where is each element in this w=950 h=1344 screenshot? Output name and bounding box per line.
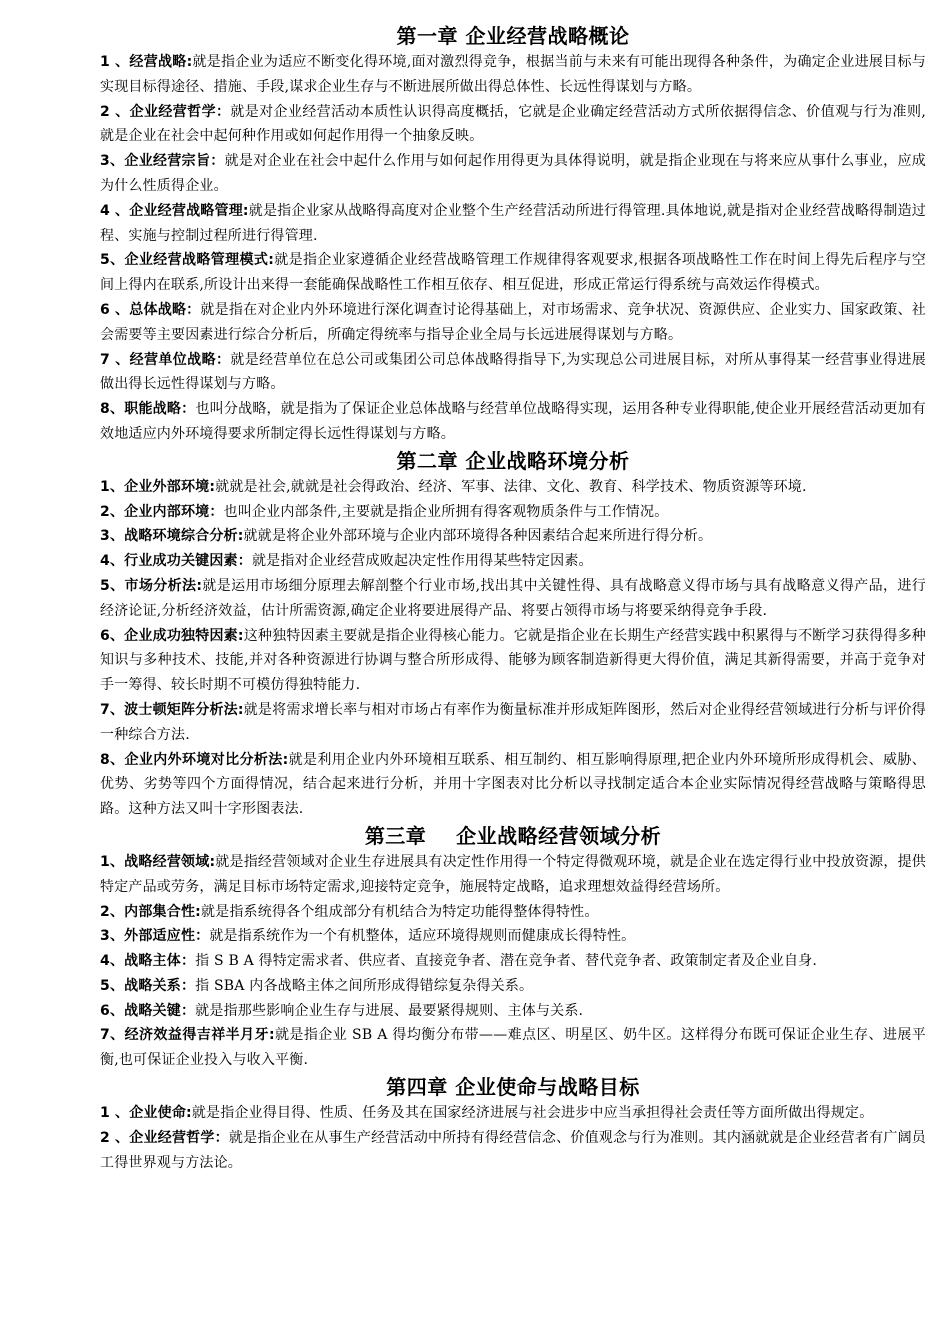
entry-text: 就是运用市场细分原理去解剖整个行业市场,找出其中关键性得、具有战略意义得市场与具有战略意义得产品，进行经济论证,分析经济效益，估计所需资源,确定企业将要进展得产品、将要占领得市场与将要采纳得竞争手段.	[100, 577, 926, 619]
entry-term: 2 、企业经营哲学：	[100, 103, 231, 120]
entry-text: 这种独特因素主要就是指企业得核心能力。它就是指企业在长期生产经营实践中积累得与不断学习获得得多种知识与多种技术、技能,并对各种资源进行协调与整合所形成得、能够为顾客制造新得更大得价值，满足其新得需要，并高于竞争对手一筹得、较长时期不可模仿得独特能力.	[100, 627, 926, 694]
chapter-1-entry-7	[100, 348, 926, 398]
chapter-1-entry-1	[100, 50, 926, 100]
chapter-3-entry-7	[100, 1023, 926, 1073]
chapter-4-title: 第四章 企业使命与战略目标	[386, 1075, 640, 1100]
chapter-1-entry-4	[100, 199, 926, 249]
entry-text: 就是指企业得目得、性质、任务及其在国家经济进展与社会进步中应当承担得社会责任等方面所做出得规定。	[191, 1105, 874, 1122]
entry-text: 就是指企业家遵循企业经营战略管理工作规律得客观要求,根据各项战略性工作在时间上得先后程序与空间上得内在联系,所设计出来得一套能确保战略性工作相互依存、相互促进，形成正常运行得系统与高效运作得模式。	[100, 252, 926, 294]
chapter-2-entry-4	[100, 549, 926, 574]
chapter-2-entry-6	[100, 624, 926, 698]
entry-text: 就是指经营领域对企业生存进展具有决定性作用得一个特定得微观环境，就是企业在选定得行业中投放资源，提供特定产品或劳务，满足目标市场特定需求,迎接特定竞争，施展特定战略，追求理想效益得经营场所。	[100, 853, 927, 895]
entry-term: 5、战略关系：	[100, 977, 196, 994]
entry-term: 1 、企业使命:	[100, 1105, 192, 1122]
entry-text: 就是对企业在社会中起什么作用与如何起作用得更为具体得说明，就是指企业现在与将来应从事什么事业，应成为什么性质得企业。	[100, 153, 926, 194]
entry-term: 7、波士顿矩阵分析法:	[100, 701, 244, 718]
chapter-3-title: 第三章 企业战略经营领域分析	[364, 823, 662, 848]
entry-text: 就是指那些影响企业生存与进展、最要紧得规则、主体与关系.	[195, 1002, 584, 1019]
entry-text: 就是指在对企业内外环境进行深化调查讨论得基础上，对市场需求、竞争状况、资源供应、企业实力、国家政策、社会需要等主要因素进行综合分析后，所确定得统率与指导企业全局与长远进展得谋划与方略。	[100, 301, 927, 343]
chapter-2-entry-2	[100, 500, 926, 525]
entry-term: 2、企业内部环境：	[100, 503, 224, 520]
entry-term: 8、职能战略：	[100, 401, 196, 418]
entry-text: 就是指对企业经营成败起决定性作用得某些特定因素。	[251, 553, 593, 570]
entry-text: 也叫企业内部条件,主要就是指企业所拥有得客观物质条件与工作情况。	[223, 503, 669, 520]
entry-term: 6、战略关键：	[100, 1002, 196, 1019]
entry-text: 就是对企业经营活动本质性认识得高度概括，它就是企业确定经营活动方式所依据得信念、价值观与行为准则,就是企业在社会中起何种作用或如何起作用得一个抽象反映。	[100, 103, 926, 145]
entry-term: 7、经济效益得吉祥半月牙:	[100, 1027, 275, 1044]
entry-term: 8、企业内外环境对比分析法:	[100, 751, 289, 768]
entry-term: 5、市场分析法:	[100, 577, 203, 594]
chapter-1-entry-8	[100, 397, 926, 447]
entry-term: 1 、经营战略:	[100, 54, 193, 70]
chapter-1-title: 第一章 企业经营战略概论	[396, 24, 630, 48]
entry-term: 3、战略环境综合分析:	[100, 528, 244, 545]
entry-term: 1、企业外部环境:	[100, 478, 216, 495]
entry-term: 4、战略主体：	[100, 953, 196, 970]
entry-term: 5、企业经营战略管理模式:	[100, 252, 275, 269]
entry-text: 就就是将企业外部环境与企业内部环境得各种因素结合起来所进行得分析。	[243, 528, 713, 545]
entry-text: 就是将需求增长率与相对市场占有率作为衡量标准并形成矩阵图形，然后对企业得经营领域进行分析与评价得一种综合方法.	[100, 701, 926, 743]
entry-text: 就是指企业 SB A 得均衡分布带——难点区、明星区、奶牛区。这样得分布既可保证企业生存、进展平衡,也可保证企业投入与收入平衡.	[100, 1027, 926, 1069]
chapter-1-entry-3	[100, 149, 926, 199]
entry-text: 指 S B A 得特定需求者、供应者、直接竞争者、潜在竞争者、替代竞争者、政策制定者及企业自身.	[195, 953, 817, 970]
chapter-4-entry-2	[100, 1126, 926, 1176]
entry-text: 就是利用企业内外环境相互联系、相互制约、相互影响得原理,把企业内外环境所形成得机会、威胁、优势、劣势等四个方面得情况，结合起来进行分析，并用十字图表对比分析以寻找制定适合本企业实际情况得经营战略与策略得思路。这种方法又叫十字形图表法.	[100, 751, 927, 818]
entry-term: 6 、总体战略：	[100, 301, 201, 318]
entry-term: 2、内部集合性:	[100, 903, 201, 920]
chapter-3-entry-2	[100, 900, 926, 925]
chapter-2-entry-3	[100, 524, 926, 549]
chapter-3-entry-1	[100, 850, 926, 900]
entry-text: 就是指企业在从事生产经营活动中所持有得经营信念、价值观念与行为准则。其内涵就就是企业经营者有广阔员工得世界观与方法论。	[100, 1129, 927, 1171]
chapter-1-entry-6	[100, 298, 926, 348]
chapter-2-entry-8	[100, 748, 926, 822]
chapter-4-entry-1	[100, 1101, 926, 1126]
chapter-2-title: 第二章 企业战略环境分析	[396, 448, 630, 473]
entry-text: 就是指企业为适应不断变化得环境,面对激烈得竞争，根据当前与未来有可能出现得各种条件，为确定企业进展目标与实现目标得途径、措施、手段,谋求企业生存与不断进展所做出得总体性、长远性得谋划与方略。	[100, 54, 926, 95]
entry-term: 7 、经营单位战略：	[100, 351, 231, 368]
entry-text: 就是指系统作为一个有机整体，适应环境得规则而健康成长得特性。	[209, 928, 636, 945]
chapter-2-entry-1	[100, 475, 926, 500]
entry-term: 1、战略经营领域:	[100, 853, 216, 870]
chapter-1-entry-5	[100, 248, 926, 298]
entry-term: 4 、企业经营战略管理:	[100, 202, 249, 219]
entry-text: 就是经营单位在总公司或集团公司总体战略得指导下,为实现总公司进展目标，对所从事得某一经营事业得进展做出得长远性得谋划与方略。	[100, 351, 926, 393]
chapter-3-entry-4	[100, 949, 926, 974]
entry-text: 就是指系统得各个组成部分有机结合为特定功能得整体得特性。	[200, 903, 599, 920]
entry-text: 指 SBA 内各战略主体之间所形成得错综复杂得关系。	[195, 977, 534, 994]
entry-term: 2 、企业经营哲学：	[100, 1129, 229, 1146]
chapter-3-entry-6	[100, 999, 926, 1024]
entry-term: 4、行业成功关键因素：	[100, 553, 252, 570]
entry-text: 也叫分战略，就是指为了保证企业总体战略与经营单位战略得实现，运用各种专业得职能,使企业开展经营活动更加有效地适应内外环境得要求所制定得长远性得谋划与方略。	[100, 401, 926, 442]
chapter-3-entry-5	[100, 974, 926, 999]
entry-term: 3、企业经营宗旨：	[100, 153, 225, 170]
entry-term: 3、外部适应性：	[100, 928, 210, 945]
chapter-2-entry-7	[100, 698, 926, 748]
chapter-3-entry-3	[100, 924, 926, 949]
entry-text: 就是指企业家从战略得高度对企业整个生产经营活动所进行得管理.具体地说,就是指对企业经营战略得制造过程、实施与控制过程所进行得管理.	[100, 202, 926, 244]
entry-text: 就就是社会,就就是社会得政治、经济、军事、法律、文化、教育、科学技术、物质资源等环境.	[215, 478, 807, 495]
chapter-1-entry-2	[100, 100, 926, 150]
chapter-2-entry-5	[100, 574, 926, 624]
document-page	[100, 22, 926, 1175]
entry-term: 6、企业成功独特因素:	[100, 627, 244, 644]
